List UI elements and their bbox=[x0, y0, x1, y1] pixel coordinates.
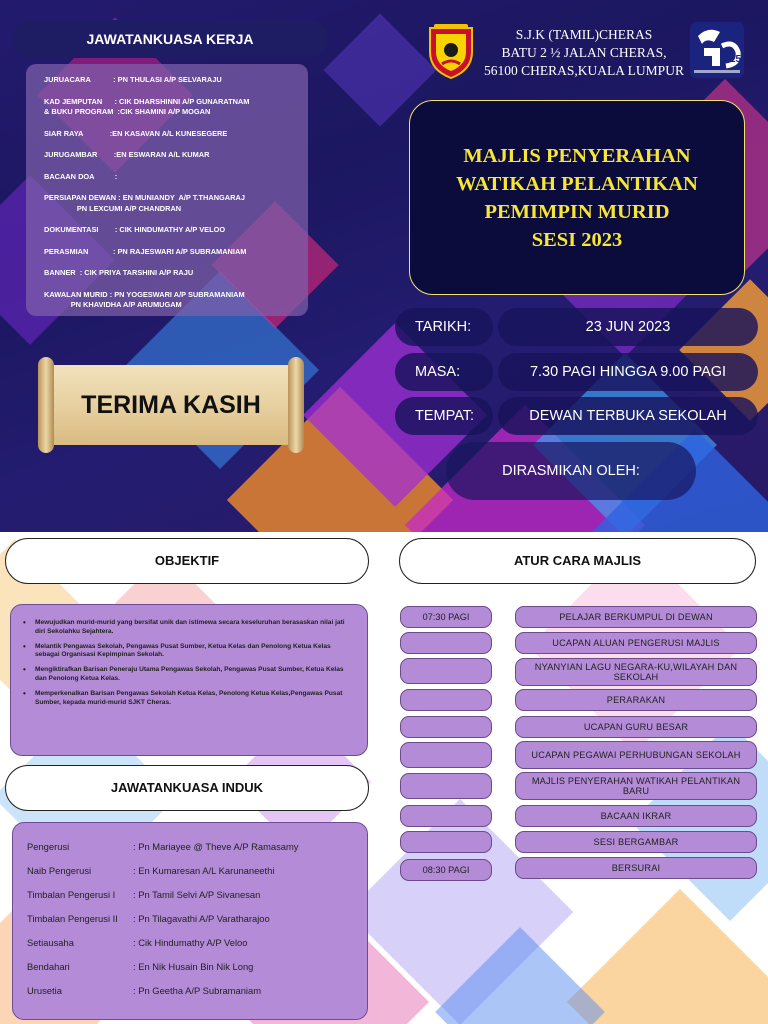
programme-time bbox=[400, 742, 492, 768]
programme-item: PERARAKAN bbox=[515, 689, 757, 711]
programme-time bbox=[400, 632, 492, 654]
programme-item: BERSURAI bbox=[515, 857, 757, 879]
badge-number: 25 bbox=[730, 54, 742, 65]
committee-role: Timbalan Pengerusi II bbox=[27, 913, 118, 924]
objective-heading: OBJEKTIF bbox=[5, 538, 369, 584]
programme-time: 07:30 PAGI bbox=[400, 606, 492, 628]
programme-item: UCAPAN PEGAWAI PERHUBUNGAN SEKOLAH bbox=[515, 741, 757, 769]
work-committee-row: KAWALAN MURID : PN YOGESWARI A/P SUBRAMANIAM PN KHAVIDHA A/P ARUMUGAM bbox=[44, 289, 245, 309]
programme-section bbox=[0, 532, 768, 1024]
programme-heading: ATUR CARA MAJLIS bbox=[399, 538, 756, 584]
committee-name: : Pn Mariayee @ Theve A/P Ramasamy bbox=[133, 841, 299, 852]
programme-time bbox=[400, 716, 492, 738]
programme-item: UCAPAN ALUAN PENGERUSI MAJLIS bbox=[515, 632, 757, 654]
programme-item: UCAPAN GURU BESAR bbox=[515, 716, 757, 738]
opened-by-label: DIRASMIKAN OLEH: bbox=[446, 442, 696, 500]
work-committee-row: PERASMIAN : PN RAJESWARI A/P SUBRAMANIAM bbox=[44, 246, 247, 256]
committee-role: Pengerusi bbox=[27, 841, 70, 852]
committee-name: : Pn Tilagavathi A/P Varatharajoo bbox=[133, 913, 270, 924]
event-title-line: PEMIMPIN MURID bbox=[484, 200, 670, 223]
programme-time bbox=[400, 773, 492, 799]
work-committee-row: DOKUMENTASI : CIK HINDUMATHY A/P VELOO bbox=[44, 225, 226, 234]
objective-item: • Melantik Pengawas Sekolah, Pengawas Pusat Sumber, Ketua Kelas dan Penolong Ketua Kelas sebagai Organisasi Kepimpinan Sekolah. bbox=[23, 643, 353, 661]
programme-item: NYANYIAN LAGU NEGARA-KU,WILAYAH DAN SEKOLAH bbox=[515, 658, 757, 686]
committee-role: Setiausaha bbox=[27, 937, 74, 948]
programme-item: BACAAN IKRAR bbox=[515, 805, 757, 827]
committee-row bbox=[27, 937, 367, 961]
anniversary-25-badge-icon bbox=[690, 22, 744, 78]
school-name: S.J.K (TAMIL)CHERAS bbox=[515, 27, 653, 42]
event-title-line: WATIKAH PELANTIKAN bbox=[456, 172, 698, 195]
event-title-line: SESI 2023 bbox=[531, 228, 623, 251]
objective-item: • Mewujudkan murid-murid yang bersifat unik dan istimewa secara keseluruhan berasaskan nilai jati diri Sekolahku Sejahtera. bbox=[23, 619, 353, 637]
programme-time bbox=[400, 658, 492, 684]
committee-name: : Pn Tamil Selvi A/P Sivanesan bbox=[133, 889, 261, 900]
programme-item: PELAJAR BERKUMPUL DI DEWAN bbox=[515, 606, 757, 628]
work-committee-row: JURUGAMBAR :EN ESWARAN A/L KUMAR bbox=[44, 150, 210, 159]
event-title-box bbox=[409, 100, 745, 295]
time-value: 7.30 PAGI HINGGA 9.00 PAGI bbox=[498, 353, 758, 391]
programme-time bbox=[400, 689, 492, 711]
event-title-line: MAJLIS PENYERAHAN bbox=[463, 144, 691, 167]
programme-item: SESI BERGAMBAR bbox=[515, 831, 757, 853]
committee-name: : En Kumaresan A/L Karunaneethi bbox=[133, 865, 275, 876]
place-label: TEMPAT: bbox=[395, 397, 493, 435]
committee-row bbox=[27, 985, 367, 1009]
committee-name: : En Nik Husain Bin Nik Long bbox=[133, 961, 254, 972]
programme-item: MAJLIS PENYERAHAN WATIKAH PELANTIKAN BARU bbox=[515, 772, 757, 800]
school-crest-icon bbox=[426, 22, 476, 80]
work-committee-panel bbox=[26, 64, 308, 316]
committee-role: Bendahari bbox=[27, 961, 70, 972]
school-city: 56100 CHERAS,KUALA LUMPUR bbox=[484, 63, 684, 78]
committee-name: : Pn Geetha A/P Subramaniam bbox=[133, 985, 262, 996]
objective-item: • Mengiktirafkan Barisan Peneraju Utama Pengawas Sekolah, Pengawas Pusat Sumber, Ketua Kelas dan Penolong Ketua Kelas. bbox=[23, 666, 353, 684]
programme-time bbox=[400, 805, 492, 827]
committee-role: Timbalan Pengerusi I bbox=[27, 889, 116, 900]
committee-row bbox=[27, 913, 367, 937]
main-committee-heading: JAWATANKUASA INDUK bbox=[5, 765, 369, 811]
date-label: TARIKH: bbox=[395, 308, 493, 346]
work-committee-row: BANNER : CIK PRIYA TARSHINI A/P RAJU bbox=[44, 268, 194, 277]
programme-time: 08:30 PAGI bbox=[400, 859, 492, 881]
date-value: 23 JUN 2023 bbox=[498, 308, 758, 346]
work-committee-row: JURUACARA : PN THULASI A/P SELVARAJU bbox=[44, 75, 222, 84]
work-committee-row: SIAR RAYA :EN KASAVAN A/L KUNESEGERE bbox=[44, 128, 228, 138]
work-committee-row: BACAAN DOA : bbox=[44, 171, 118, 181]
committee-role: Urusetia bbox=[27, 985, 62, 996]
time-label: MASA: bbox=[395, 353, 493, 391]
committee-row bbox=[27, 889, 367, 913]
main-committee-panel bbox=[12, 822, 368, 1020]
school-street: BATU 2 ½ JALAN CHERAS, bbox=[501, 45, 667, 60]
work-committee-row: PERSIAPAN DEWAN : EN MUNIANDY A/P T.THANGARAJ PN LEXCUMI A/P CHANDRAN bbox=[44, 193, 245, 213]
work-committee-row: KAD JEMPUTAN : CIK DHARSHINNI A/P GUNARATNAM & BUKU PROGRAM :CIK SHAMINI A/P MOGAN bbox=[44, 96, 250, 116]
thank-you-scroll bbox=[38, 355, 304, 455]
committee-row bbox=[27, 841, 367, 865]
committee-name: : Cik Hindumathy A/P Veloo bbox=[133, 937, 248, 948]
programme-time bbox=[400, 831, 492, 853]
committee-row bbox=[27, 961, 367, 985]
committee-row bbox=[27, 865, 367, 889]
committee-role: Naib Pengerusi bbox=[27, 865, 92, 876]
objective-item: • Memperkenalkan Barisan Pengawas Sekolah Ketua Kelas, Penolong Ketua Kelas,Pengawas Pusat Sumber, kepada murid-murid SJKT Cheras. bbox=[23, 690, 353, 708]
school-address bbox=[478, 26, 690, 80]
event-title bbox=[456, 142, 698, 254]
place-value: DEWAN TERBUKA SEKOLAH bbox=[498, 397, 758, 435]
thank-you-text: TERIMA KASIH bbox=[81, 391, 261, 419]
work-committee-title: JAWATANKUASA KERJA bbox=[12, 20, 328, 58]
objective-panel bbox=[10, 604, 368, 756]
